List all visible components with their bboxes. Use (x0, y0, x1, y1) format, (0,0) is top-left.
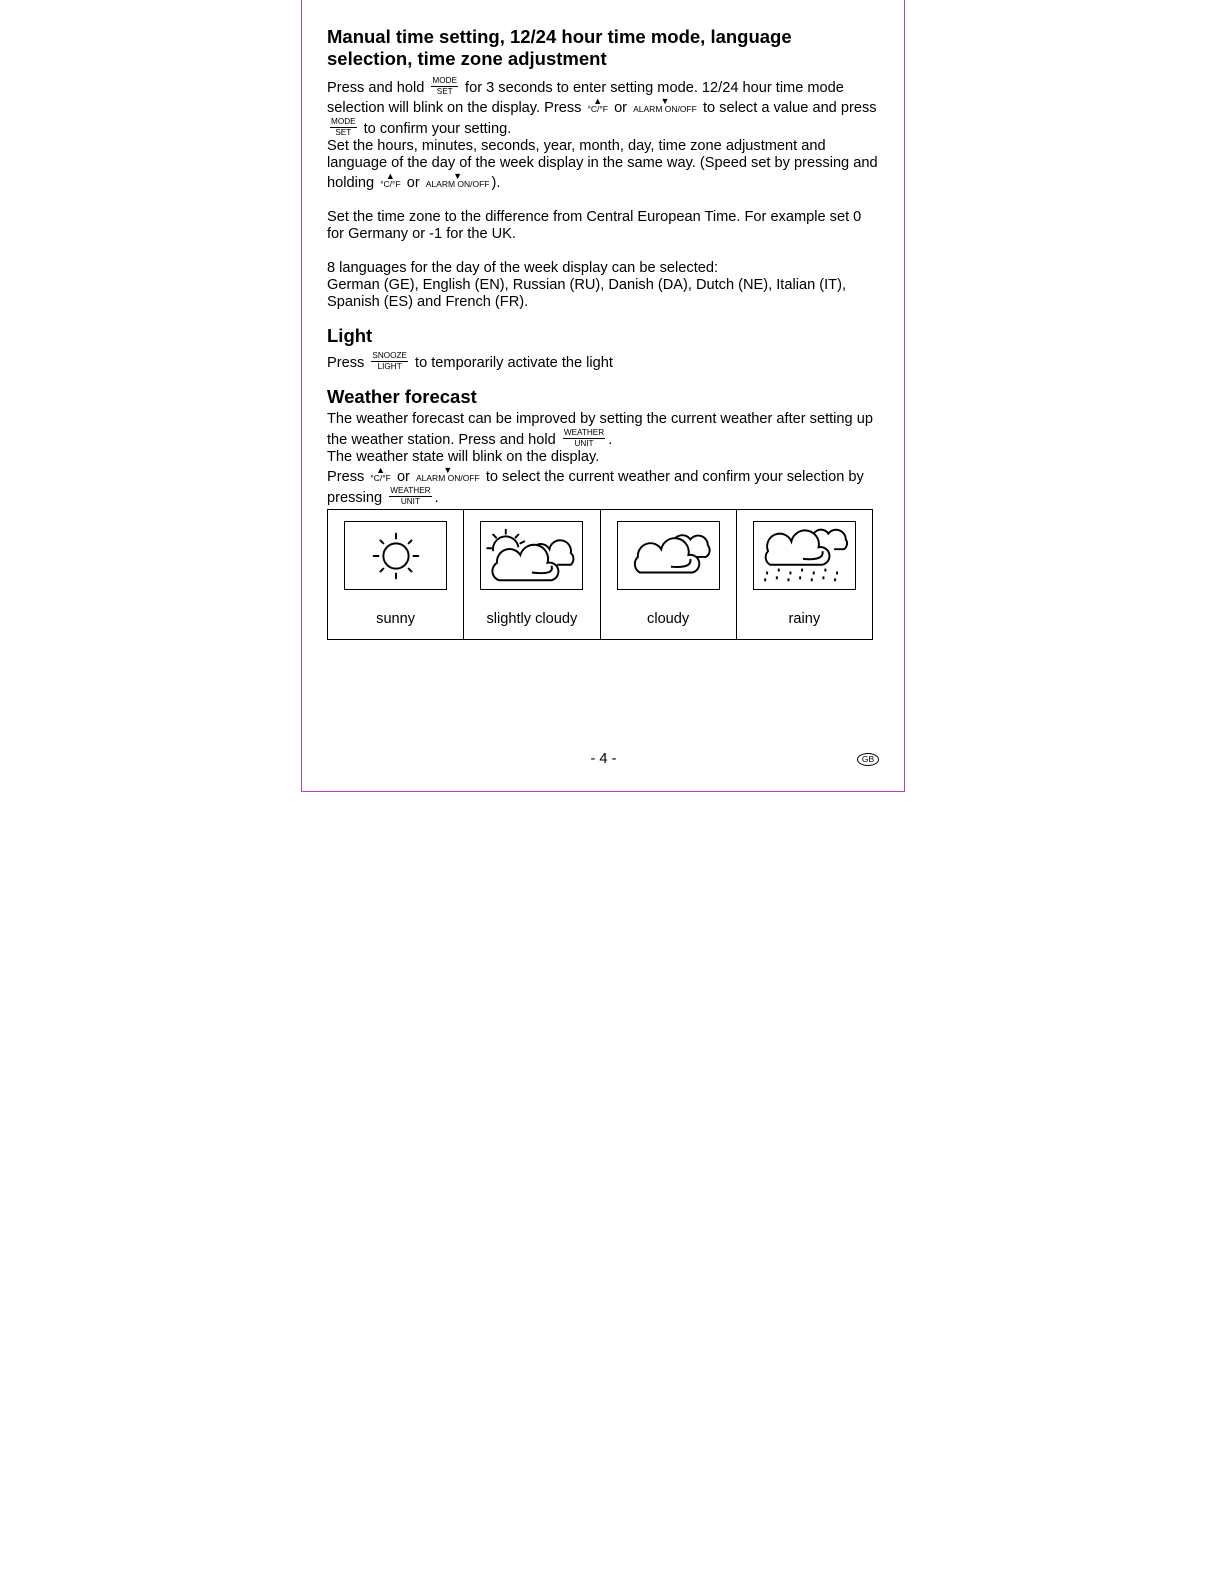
weather-cell-slightly-cloudy (464, 510, 600, 640)
weather-cell-cloudy (600, 510, 736, 640)
up-arrow-icon: ▲ (385, 171, 395, 181)
snooze-light-key: SNOOZE LIGHT (372, 351, 407, 371)
sun-cloud-icon (480, 521, 583, 590)
weather-unit-key: WEATHER UNIT (563, 428, 605, 448)
paragraph-light: Press SNOOZE LIGHT to temporarily activate the light (327, 351, 613, 371)
rain-cloud-icon (753, 521, 856, 590)
cloud-icon (617, 521, 720, 590)
up-temp-unit-key: ▲ °C/°F (587, 96, 608, 114)
up-temp-unit-key: ▲ °C/°F (370, 465, 391, 483)
up-temp-unit-key: ▲ °C/°F (380, 171, 401, 189)
down-arrow-icon: ▼ (453, 171, 463, 181)
page-number: - 4 - (590, 751, 617, 767)
weather-label: cloudy (647, 611, 690, 627)
paragraph-weather-improve: The weather forecast can be improved by setting the current weather after setting up the weather station. Press and hold WEATHER UNIT . (327, 411, 873, 448)
paragraph-time-zone: Set the time zone to the difference from Central European Time. For example set 0 for Germany or -1 for the UK. (327, 209, 862, 242)
paragraph-languages-intro: 8 languages for the day of the week display can be selected: (327, 260, 719, 276)
paragraph-setting-mode: Press and hold MODE SET for 3 seconds to enter setting mode. 12/24 hour time mode selection will blink on the display. Press ▲ °C/°F or ▼ ALARM ON/OFF to select a value and press MODE SET to confirm your setting. (327, 76, 877, 137)
down-arrow-icon: ▼ (443, 465, 453, 475)
down-alarm-key: ▼ ALARM ON/OFF (633, 96, 697, 114)
section-title-weather-forecast: Weather forecast (327, 386, 477, 407)
mode-set-key: MODE SET (432, 76, 457, 96)
weather-cell-rainy (736, 510, 872, 640)
country-badge: GB (857, 753, 879, 766)
paragraph-weather-blink: The weather state will blink on the display. (327, 449, 600, 465)
up-arrow-icon: ▲ (593, 96, 603, 106)
weather-unit-key: WEATHER UNIT (390, 486, 431, 506)
weather-cell-sunny (328, 510, 464, 640)
down-arrow-icon: ▼ (660, 96, 670, 106)
up-arrow-icon: ▲ (376, 465, 386, 475)
section-title-light: Light (327, 325, 373, 346)
weather-label: slightly cloudy (486, 611, 578, 627)
weather-label: rainy (788, 611, 821, 627)
mode-set-key: MODE SET (331, 117, 356, 137)
weather-states-table (327, 509, 873, 640)
paragraph-weather-select: Press ▲ °C/°F or ▼ ALARM ON/OFF to select the current weather and confirm your selection by pressing WEATHER UNIT . (327, 465, 864, 506)
sun-icon (344, 521, 447, 590)
down-alarm-key: ▼ ALARM ON/OFF (425, 171, 490, 189)
section-title-manual-time: Manual time setting, 12/24 hour time mode, language selection, time zone adjustment (327, 26, 792, 69)
paragraph-languages-list: German (GE), English (EN), Russian (RU), Danish (DA), Dutch (NE), Italian (IT), Spanish (ES) and French (FR). (327, 277, 846, 310)
down-alarm-key: ▼ ALARM ON/OFF (415, 465, 480, 483)
manual-page-content (327, 26, 879, 640)
weather-label: sunny (376, 611, 416, 627)
paragraph-set-values: Set the hours, minutes, seconds, year, month, day, time zone adjustment and language of the day of the week display in the same way. (Speed set by pressing and holding ▲ °C/°F or ▼ ALARM ON/OFF ). (327, 138, 878, 191)
